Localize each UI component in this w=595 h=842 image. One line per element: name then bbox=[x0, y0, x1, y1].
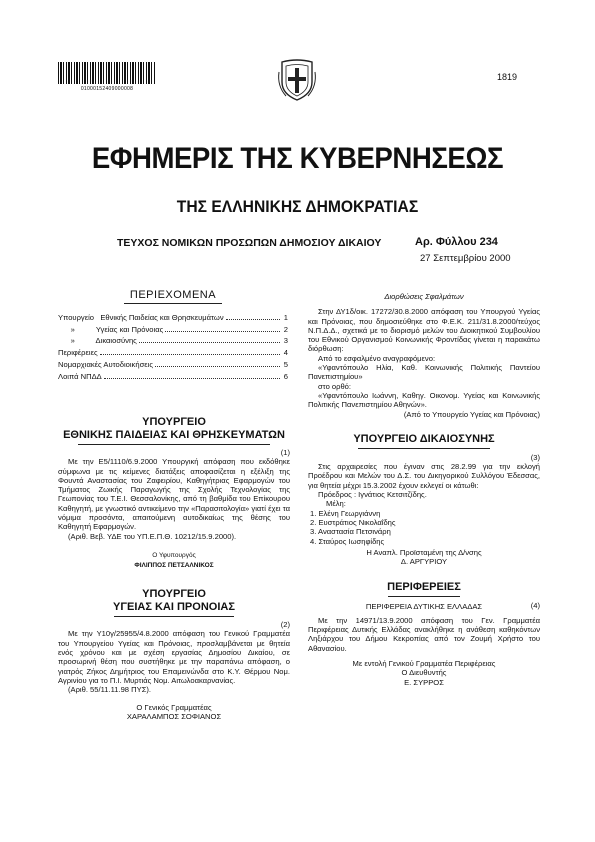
signatory-role: Ο Υφυπουργός bbox=[152, 551, 196, 559]
correction-line: «Υφαντόπουλο Ιωάννη, Καθηγ. Οικονομ. Υγείας και Κοινωνικής Πολιτικής Πανεπιστημίου Αθηνών». bbox=[308, 390, 540, 410]
signatory-name: ΧΑΡΑΛΑΜΠΟΣ ΣΟΦΙΑΝΟΣ bbox=[126, 712, 222, 722]
corrections-title: Διορθώσεις Σφαλμάτων bbox=[384, 292, 464, 301]
toc-heading: ΠΕΡΙΕΧΟΜΕΝΑ bbox=[129, 289, 217, 301]
gazette-title: ΕΦΗΜΕΡΙΣ ΤΗΣ ΚΥΒΕΡΝΗΣΕΩΣ bbox=[91, 142, 504, 175]
section-rule bbox=[388, 596, 460, 597]
member-item: 2. Ευστράτιος Νικολαΐδης bbox=[310, 517, 396, 527]
signatory-role: Η Αναπλ. Προϊσταμένη της Δ/νσης bbox=[366, 547, 482, 557]
page-number: 1819 bbox=[496, 72, 517, 82]
issue-label: ΤΕΥΧΟΣ ΝΟΜΙΚΩΝ ΠΡΟΣΩΠΩΝ ΔΗΜΟΣΙΟΥ ΔΙΚΑΙΟΥ bbox=[117, 237, 382, 249]
correction-line: «Υφαντόπουλο Ηλία, Καθ. Κοινωνικής Πολιτικής Παντείου Πανεπιστημίου» bbox=[308, 363, 540, 382]
section-heading: ΥΠΟΥΡΓΕΙΟ bbox=[142, 416, 206, 428]
section-heading: ΕΘΝΙΚΗΣ ΠΑΙΔΕΙΑΣ ΚΑΙ ΘΡΗΣΚΕΥΜΑΤΩΝ bbox=[63, 429, 285, 441]
signatory-name: ΦΙΛΙΠΠΟΣ ΠΕΤΣΑΛΝΙΚΟΣ bbox=[134, 561, 214, 569]
section-rule bbox=[78, 444, 270, 445]
barcode-number: 01000152409000008 bbox=[80, 86, 134, 92]
right-column bbox=[308, 292, 540, 688]
decision-ref: (Αριθ. 55/11.11.98 ΠΥΣ). bbox=[68, 685, 152, 695]
board-president: Πρόεδρος : Ιγνάτιος Κετσιτζίδης. bbox=[318, 490, 427, 500]
toc-row[interactable]: Νομαρχιακές Αυτοδιοικήσεις 5 bbox=[58, 359, 288, 369]
signatory-mandate: Με εντολή Γενικού Γραμματέα Περιφέρειας bbox=[352, 658, 496, 668]
toc-rule bbox=[124, 303, 222, 304]
toc-row[interactable]: Υπουργείο Εθνικής Παιδείας και Θρησκευμάτων 1 bbox=[58, 312, 288, 322]
section-heading: ΥΠΟΥΡΓΕΙΟ ΔΙΚΑΙΟΣΥΝΗΣ bbox=[353, 432, 495, 445]
table-of-contents bbox=[58, 310, 288, 381]
decision-number: (4) bbox=[530, 601, 540, 611]
section-education bbox=[58, 416, 290, 722]
toc-row[interactable]: Περιφέρειες 4 bbox=[58, 348, 288, 358]
correction-line: στο ορθό: bbox=[318, 381, 352, 391]
section-heading: ΥΠΟΥΡΓΕΙΟ bbox=[142, 588, 206, 601]
issue-date: 27 Σεπτεμβρίου 2000 bbox=[420, 253, 511, 264]
member-item: 4. Σταύρος Ιωσηφίδης bbox=[310, 536, 385, 546]
decision-number: (3) bbox=[530, 452, 540, 462]
barcode bbox=[58, 62, 156, 84]
decision-text: Στις αρχαιρεσίες που έγιναν στις 28.2.99 για την εκλογή Προέδρου και Μελών του Δ.Σ. του Δικηγορικού Συλλόγου Έδεσσας, για θητεία μέχρι 15.3.2002 έχουν εκλεγεί οι κάτωθι: bbox=[308, 462, 540, 490]
toc-row[interactable]: Λοιπά ΝΠΔΔ 6 bbox=[58, 371, 288, 381]
sheet-number: Αρ. Φύλλου 234 bbox=[415, 236, 498, 248]
signatory-name: Ε. ΣΥΡΡΟΣ bbox=[404, 677, 444, 687]
decision-ref: (Αριθ. Βεβ. ΥΔΕ του ΥΠ.Ε.Π.Θ. 10212/15.9.2000). bbox=[68, 531, 237, 541]
signatory-name: Δ. ΑΡΓΥΡΙΟΥ bbox=[400, 557, 448, 567]
member-item: 3. Αναστασία Πετσινάρη bbox=[310, 527, 391, 537]
coat-of-arms-icon bbox=[276, 58, 318, 102]
members-label: Μέλη: bbox=[326, 499, 346, 509]
correction-text: Στην ΔΥ1δ/οικ. 17272/30.8.2000 απόφαση του Υπουργού Υγείας και Πρόνοιας, που δημοσιεύθηκε στο Φ.Ε.Κ. 211/31.8.2000/τεύχος Ν.Π.Δ.Δ., σχετικά με το διορισμό μελών του Διοικητικού Συμβουλίου του Εθνικού Οργανισμού Κοινωνικής Φροντίδας γίνεται η παρακάτω διόρθωση: bbox=[308, 307, 540, 354]
section-rule bbox=[114, 616, 234, 617]
decision-text: Με την 14971/13.9.2000 απόφαση του Γεν. Γραμματέα Περιφέρειας Δυτικής Ελλάδας ανακλήθηκε η ανάθεση καθηκόντων Ληξιάρχου του Δήμου Κεκροπίας από τον Ζουμή Χρήστο του Αθανασίου. bbox=[308, 615, 540, 653]
toc-row[interactable]: » Υγείας και Πρόνοιας 2 bbox=[58, 324, 288, 334]
correction-line: Από το εσφαλμένο αναγραφόμενο: bbox=[318, 353, 436, 363]
signatory-role: Ο Διευθυντής bbox=[401, 668, 447, 678]
section-heading: ΠΕΡΙΦΕΡΕΙΕΣ bbox=[387, 581, 461, 594]
section-heading: ΥΓΕΙΑΣ ΚΑΙ ΠΡΟΝΟΙΑΣ bbox=[113, 601, 235, 614]
toc-row[interactable]: » Δικαιοσύνης 3 bbox=[58, 336, 288, 346]
decision-text: Με την Ε5/1110/6.9.2000 Υπουργική απόφαση που εκδόθηκε σύμφωνα με τις κείμενες διατάξεις αποφασίζεται η εξέλιξη της Φουντά Αναστασίας του Ζαφειρίου, Καθηγήτριας Εφαρμογών του Τμήματος Ζωικής Παραγωγής της Σχολής Τεχνολογίας της Γεωπονίας του Τ.Ε.Ι. Θεσσαλονίκης, από τη βαθμίδα του Επίκουρου Καθηγητή, με γνωστικό αντικείμενο την «Παρασιτολογία» γιατί έχει τα νόμιμα προσόντα, απαιτούμενη αυτοδικαίως της θέσης του Καθηγητή Εφαρμογών. bbox=[58, 457, 290, 532]
decision-number: (2) bbox=[280, 620, 290, 630]
correction-source: (Από το Υπουργείο Υγείας και Πρόνοιας) bbox=[403, 409, 540, 419]
member-item: 1. Ελένη Γεωργιάννη bbox=[310, 508, 381, 518]
section-rule bbox=[358, 448, 490, 449]
decision-text: Με την Υ10γ/25955/4.8.2000 απόφαση του Γενικού Γραμματέα του Υπουργείου Υγείας και Πρόνοιας, προσλαμβάνεται με θητεία ενός χρόνου και με σχέση εργασίας Δημοσίου Δικαίου, σε προσωρινή θέση που συστήθηκε με την παραπάνω απόφαση, ο γιατρός Ζήκος Δημήτριος του Επαμεινώνδα στο Κ.Υ. Θέρμου Νομ. Αγρινίου για το Π.Ι. Μυρτιάς Νομ. Αιτωλοακαρνανίας. bbox=[58, 629, 290, 685]
decision-number: (1) bbox=[280, 448, 290, 457]
gazette-subtitle: ΤΗΣ ΕΛΛΗΝΙΚΗΣ ΔΗΜΟΚΡΑΤΙΑΣ bbox=[176, 197, 419, 216]
region-heading: ΠΕΡΙΦΕΡΕΙΑ ΔΥΤΙΚΗΣ ΕΛΛΑΔΑΣ bbox=[365, 602, 483, 612]
signatory-role: Ο Γενικός Γραμματέας bbox=[136, 702, 212, 712]
